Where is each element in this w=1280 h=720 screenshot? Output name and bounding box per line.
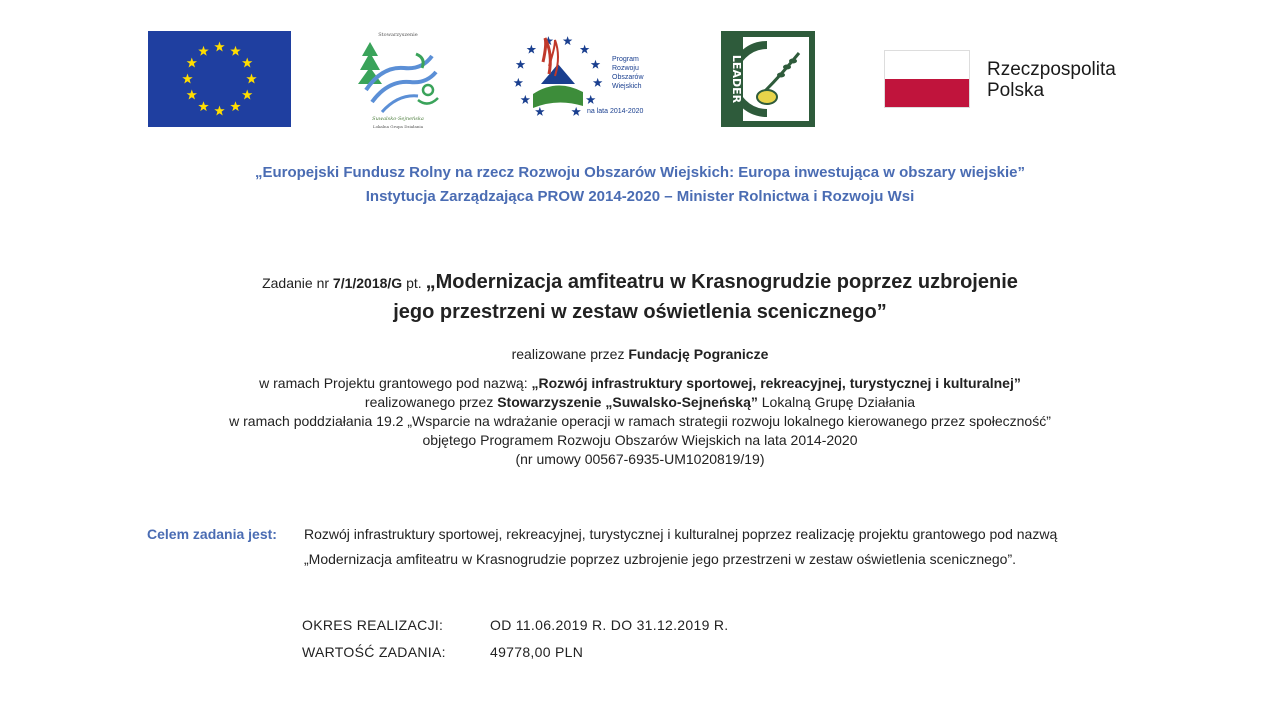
task-heading	[0, 268, 1280, 326]
prow-star-icon	[591, 60, 601, 69]
prow-name	[612, 55, 644, 91]
prow-star-icon	[535, 107, 545, 116]
contract-line: (nr umowy 00567-6935-UM1020819/19)	[515, 451, 765, 467]
prow-star-icon	[521, 95, 531, 104]
rp-logo	[884, 50, 1139, 110]
rp-name	[987, 59, 1116, 101]
lgd-logo	[352, 28, 444, 132]
rp-line-2: Polska	[987, 80, 1045, 101]
lgd-top-text: Stowarzyszenie	[378, 32, 418, 38]
leader-text: LEADER	[730, 54, 743, 104]
project-description	[0, 345, 1280, 469]
prow-star-icon	[563, 36, 573, 45]
goal-line-2: „Modernizacja amfiteatru w Krasnogrudzie poprzez uzbrojenie jego przestrzeni w zestaw oświetlenia scenicznego”.	[304, 551, 1017, 567]
prow-logo	[503, 34, 663, 120]
polish-flag-icon	[884, 50, 970, 108]
period-value: OD 11.06.2019 R. DO 31.12.2019 R.	[490, 617, 729, 633]
prow-line-3: Obszarów	[612, 74, 644, 81]
prow-star-icon	[593, 78, 603, 87]
prow-line-2: Rozwoju	[612, 65, 639, 72]
prow-line-4: Wiejskich	[612, 83, 642, 90]
svg-text:Lokalna Grupa Działania: Lokalna Grupa Działania	[372, 124, 424, 129]
funding-notice	[0, 161, 1280, 209]
prow-years: na lata 2014-2020	[587, 108, 644, 115]
eu-flag-logo	[148, 31, 291, 127]
task-meta	[302, 612, 902, 666]
prow-line-1: Program	[612, 56, 639, 63]
lgd-emblem-icon	[352, 28, 444, 132]
period-row	[302, 612, 902, 639]
rp-line-1: Rzeczpospolita	[987, 59, 1116, 80]
prow-star-icon	[514, 78, 524, 87]
prow-star-icon	[580, 45, 590, 54]
value-row	[302, 639, 902, 666]
eu-stars-icon	[148, 31, 291, 127]
value-value: 49778,00 PLN	[490, 644, 584, 660]
prow-star-icon	[586, 95, 596, 104]
task-number: 7/1/2018/G	[332, 275, 403, 291]
goal-text	[304, 522, 1164, 572]
task-title-line-2: jego przestrzeni w zestaw oświetlenia scenicznego”	[393, 301, 887, 323]
task-prefix: Zadanie nr 7/1/2018/G pt.	[262, 275, 426, 291]
prow-star-icon	[527, 45, 537, 54]
leader-logo	[721, 31, 815, 127]
realized-by-line: realizowanego przez Stowarzyszenie „Suwalsko-Sejneńską” Lokalną Grupę Działania	[364, 394, 916, 410]
programme-line: objętego Programem Rozwoju Obszarów Wiejskich na lata 2014-2020	[422, 432, 858, 448]
goal-label: Celem zadania jest:	[147, 526, 277, 542]
funding-line-2: Instytucja Zarządzająca PROW 2014-2020 – Minister Rolnictwa i Rozwoju Wsi	[365, 188, 915, 205]
submeasure-line: w ramach poddziałania 19.2 „Wsparcie na wdrażanie operacji w ramach strategii rozwoju lokalnego kierowanego przez społeczność”	[229, 413, 1051, 429]
period-label: OKRES REALIZACJI:	[302, 617, 444, 633]
logo-bar	[0, 0, 1280, 140]
prow-star-icon	[516, 60, 526, 69]
svg-text:Suwalsko-Sejneńska: Suwalsko-Sejneńska	[372, 116, 424, 122]
task-title-line-1: „Modernizacja amfiteatru w Krasnogrudzie poprzez uzbrojenie	[425, 271, 1018, 293]
funding-line-1: „Europejski Fundusz Rolny na rzecz Rozwoju Obszarów Wiejskich: Europa inwestująca w obszary wiejskie”	[254, 164, 1026, 181]
goal-line-1: Rozwój infrastruktury sportowej, rekreacyjnej, turystycznej i kulturalnej poprzez realizację projektu grantowego pod nazwą	[304, 526, 1058, 542]
implemented-by: realizowane przez Fundację Pogranicze	[511, 346, 769, 362]
project-name-line: w ramach Projektu grantowego pod nazwą: „Rozwój infrastruktury sportowej, rekreacyjnej, turystycznej i kulturalnej”	[259, 375, 1021, 391]
prow-star-icon	[571, 107, 581, 116]
value-label: WARTOŚĆ ZADANIA:	[302, 644, 446, 660]
leader-emblem-icon	[721, 31, 815, 127]
